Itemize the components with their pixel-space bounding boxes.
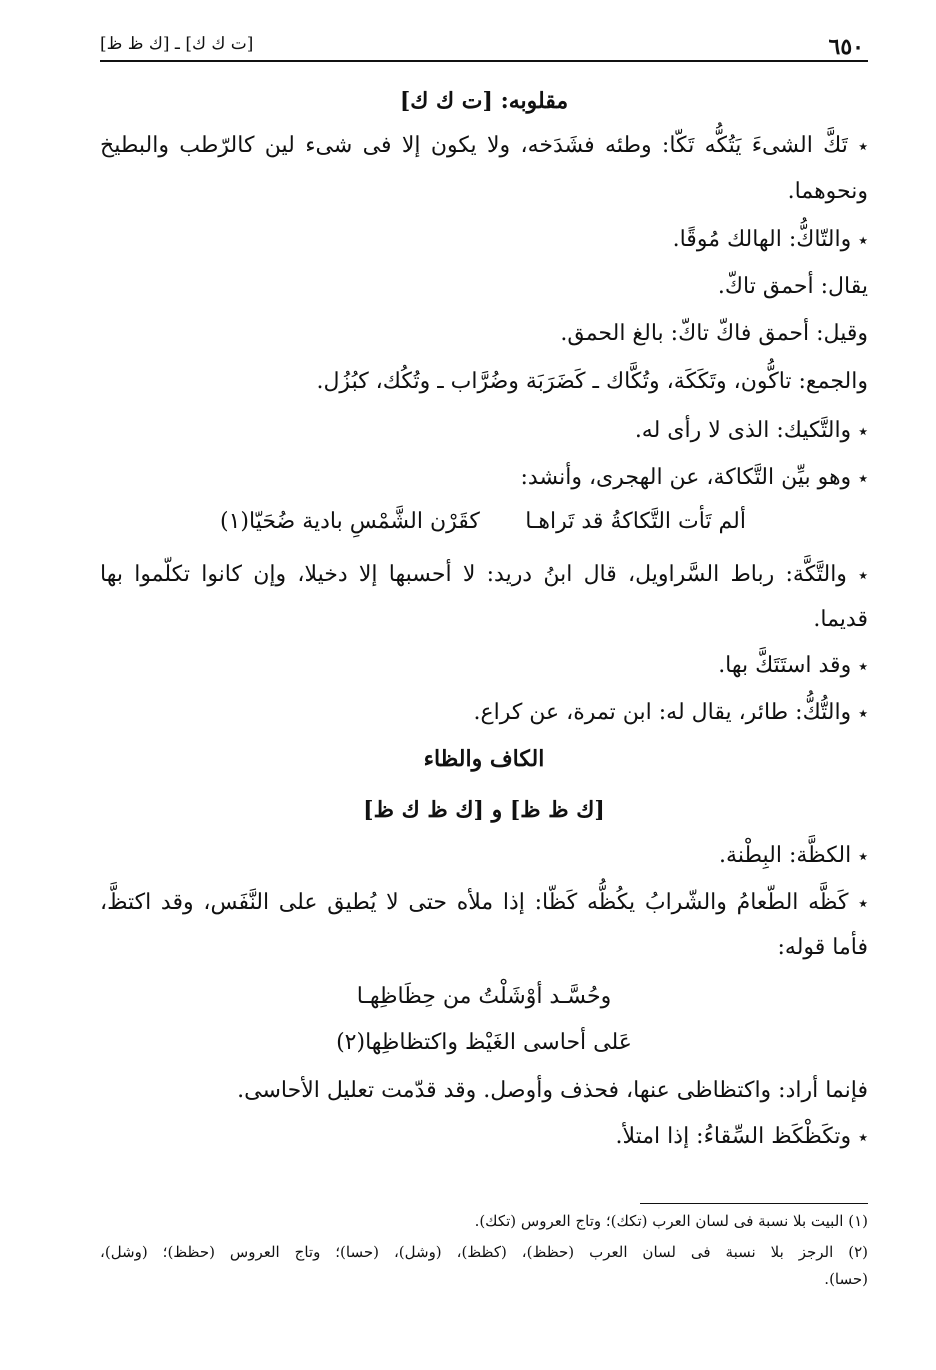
entry-star-icon: ٭ — [858, 656, 868, 677]
entry-text: تَكَّ الشىءَ يَتُكُّه تَكّا: وطئه فشَدَخه، ولا يكون إلا فى شىء لين كالرّطب والبطيخ — [100, 133, 848, 158]
roots-heading: [ك ظ ظ] و [ك ظ ك ظ] — [363, 797, 605, 823]
entry-line — [100, 463, 868, 494]
verse-hemistich-first: ألم تَأت التَّكاكةُ قد تَراهـا — [525, 509, 746, 534]
entry-star-icon: ٭ — [858, 136, 868, 157]
entry-star-icon: ٭ — [858, 703, 868, 724]
section-heading-maqlub: مقلوبه: [ت ك ك] — [399, 88, 569, 114]
entry-line — [100, 841, 868, 872]
footnote-2-continuation: (حسا). — [824, 1270, 868, 1288]
footnote-1: (١) البيت بلا نسبة فى لسان العرب (تكك)؛ وتاج العروس (تكك). — [474, 1212, 868, 1230]
entry-text: والتُّكُّ: طائر، يقال له: ابن تمرة، عن كراع. — [473, 700, 852, 725]
chapter-heading: الكاف والظاء — [423, 746, 545, 772]
entry-line — [100, 131, 868, 162]
text-line: يقال: أحمق تاكّ. — [717, 274, 868, 299]
entry-star-icon: ٭ — [858, 1127, 868, 1148]
entry-line — [100, 698, 868, 729]
entry-star-icon: ٭ — [858, 893, 868, 914]
entry-star-icon: ٭ — [858, 230, 868, 251]
entry-text: والتّاكُّ: الهالك مُوقًا. — [672, 227, 852, 252]
entry-star-icon: ٭ — [858, 468, 868, 489]
header-rule — [100, 60, 868, 62]
entry-text: وهو بيِّن التَّكاكة، عن الهجرى، وأنشد: — [520, 465, 852, 490]
verse-hemistich-second: كقَرْن الشَّمْسِ بادية ضُحَيّا(١) — [220, 509, 480, 534]
entry-text: وقد استَتَكَّ بها. — [718, 653, 852, 678]
footnote-rule — [640, 1203, 868, 1204]
page-number: ٦٥٠ — [828, 34, 864, 60]
entry-line — [100, 888, 868, 919]
entry-text: كَظَّه الطّعامُ والشّرابُ يكُظُّه كَظّا: إذا ملأه حتى لا يُطيق على النَّفَس، وقد اكتظَّ، — [100, 890, 849, 915]
entry-star-icon: ٭ — [858, 421, 868, 442]
entry-text: الكظَّة: البِطْنة. — [719, 843, 852, 868]
footnote-2: (٢) الرجز بلا نسبة فى لسان العرب (حظظ)، (كظظ)، (وشل)، (حسا)؛ وتاج العروس (حظظ)؛ (وشل)، — [100, 1243, 868, 1261]
verse-line: عَلى أحاسى الغَيْظ واكتظاظِها(٢) — [336, 1030, 632, 1055]
text-line: ونحوهما. — [787, 179, 868, 204]
entry-text: وتكَظْكَظ السِّقاءُ: إذا امتلأ. — [615, 1124, 852, 1149]
text-line: قديما. — [813, 607, 868, 632]
entry-line — [100, 1122, 868, 1153]
entry-line — [100, 560, 868, 591]
entry-line — [100, 225, 868, 256]
verse-line: وحُسَّـد أوْشَلْتُ من حِظَاظِهـا — [356, 984, 612, 1009]
text-line: وقيل: أحمق فاكّ تاكّ: بالغ الحمق. — [560, 321, 868, 346]
entry-text: والتَّكيك: الذى لا رأى له. — [634, 418, 852, 443]
entry-line — [100, 651, 868, 682]
text-line: فإنما أراد: واكتظاظى عنها، فحذف وأوصل. وقد قدّمت تعليل الأحاسى. — [237, 1078, 868, 1103]
entry-line — [100, 416, 868, 447]
text-line: والجمع: تاكُّون، وتَكَكَة، وتُكَّاك ـ كَضَرَبَة وضُرَّاب ـ وتُكُك، كبُزُل. — [316, 369, 868, 394]
running-head: [ت ك ك] ـ [ك ظ ظ] — [100, 34, 254, 54]
entry-star-icon: ٭ — [858, 846, 868, 867]
entry-text: والتَّكَّة: رباط السَّراويل، قال ابنُ دريد: لا أحسبها إلا دخيلا، وإن كانوا تكلّموا بها — [100, 562, 847, 587]
entry-star-icon: ٭ — [858, 565, 868, 586]
text-line: فأما قوله: — [777, 935, 868, 960]
